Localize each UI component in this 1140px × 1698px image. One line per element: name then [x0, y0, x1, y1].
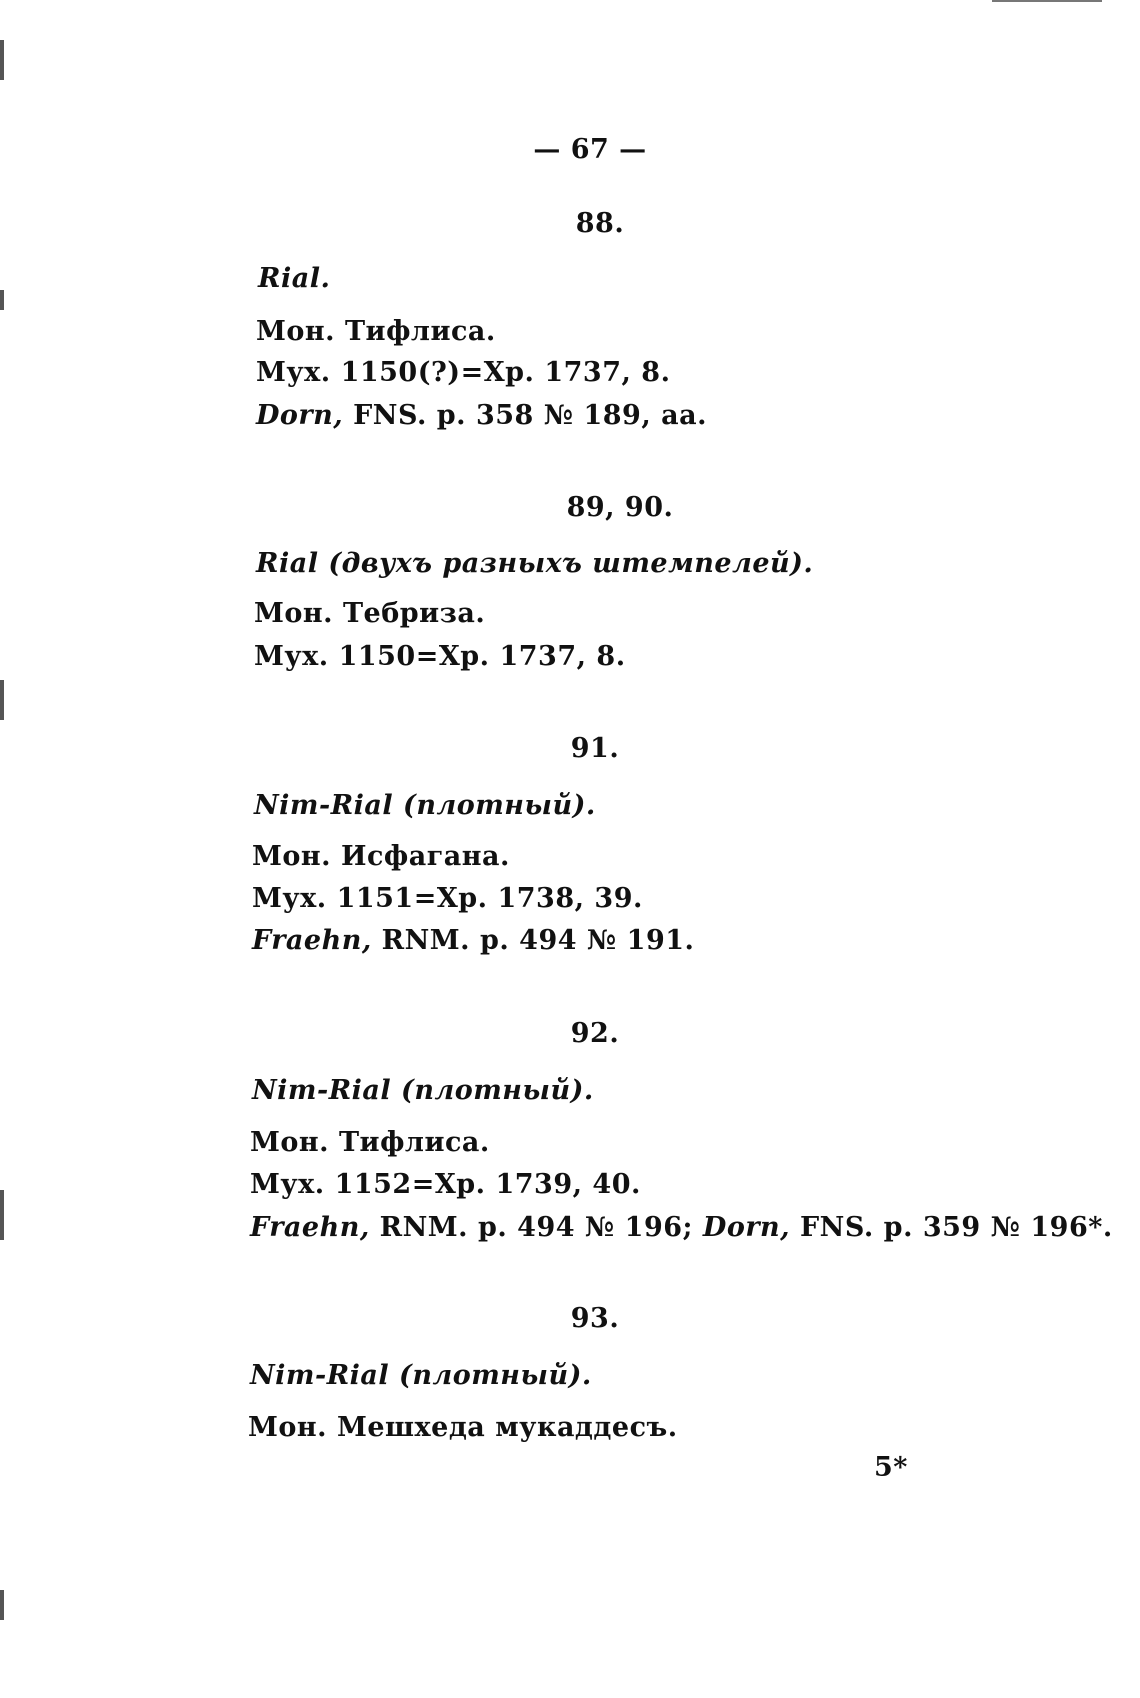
entry-reference	[256, 400, 707, 431]
reference-text: RNM. p. 494 № 196;	[379, 1212, 693, 1243]
entry-title: Nim-Rial (плотный).	[254, 790, 596, 821]
entry-number: 93.	[570, 1303, 620, 1334]
entry-number: 91.	[570, 733, 620, 764]
binding-mark	[0, 1190, 4, 1240]
entry-mint: Мон. Исфагана.	[252, 841, 510, 872]
entry-number: 92.	[570, 1018, 620, 1049]
entry-date: Мух. 1150(?)=Хр. 1737, 8.	[256, 357, 671, 388]
entry-number: 88.	[575, 208, 625, 239]
binding-mark	[0, 40, 4, 80]
reference-text: RNM. p. 494 № 191.	[381, 925, 695, 956]
entry-title: Rial (двухъ разныхъ штемпелей).	[256, 548, 814, 579]
binding-mark	[0, 1590, 4, 1620]
reference-text: FNS. p. 358 № 189, aa.	[353, 400, 708, 431]
top-edge-rule	[992, 0, 1102, 2]
entry-mint: Мон. Тебриза.	[254, 598, 486, 629]
reference-text: FNS. p. 359 № 196*.	[800, 1212, 1113, 1243]
entry-date: Мух. 1152=Хр. 1739, 40.	[250, 1169, 641, 1200]
entry-mint: Мон. Мешхеда мукаддесъ.	[248, 1412, 678, 1443]
reference-author: Dorn,	[256, 400, 344, 431]
entry-reference	[252, 925, 694, 956]
entry-date: Мух. 1151=Хр. 1738, 39.	[252, 883, 643, 914]
entry-title: Nim-Rial (плотный).	[250, 1360, 592, 1391]
reference-author: Fraehn,	[250, 1212, 370, 1243]
binding-mark	[0, 680, 4, 720]
entry-mint: Мон. Тифлиса.	[250, 1127, 490, 1158]
entry-date: Мух. 1150=Хр. 1737, 8.	[254, 641, 626, 672]
entry-reference	[250, 1212, 1113, 1243]
entry-number: 89, 90.	[566, 492, 674, 523]
entry-mint: Мон. Тифлиса.	[256, 316, 496, 347]
reference-author: Fraehn,	[252, 925, 372, 956]
entry-title: Nim-Rial (плотный).	[252, 1075, 594, 1106]
entry-title: Rial.	[258, 263, 331, 294]
signature-mark: 5*	[874, 1452, 908, 1483]
binding-mark	[0, 290, 4, 310]
reference-author: Dorn,	[702, 1212, 791, 1243]
page-number-header: — 67 —	[533, 134, 647, 165]
